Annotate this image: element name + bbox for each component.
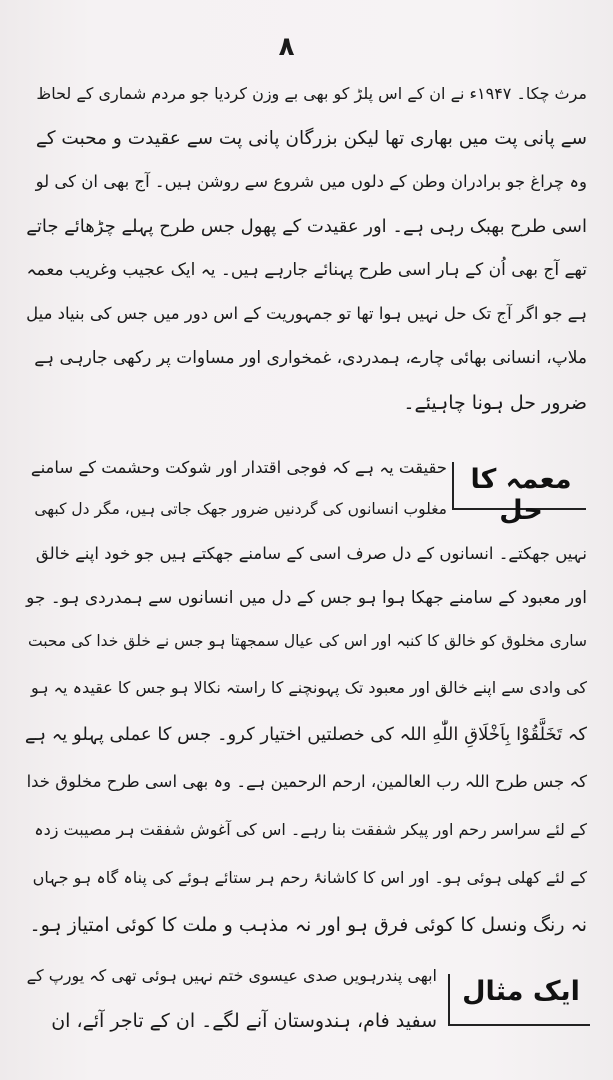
text-line: ملاپ، انسانی بھائی چارے، ہمدردی، غمخواری اور مساوات پر رکھی جارہی ہے (34, 348, 587, 368)
text-line: اسی طرح بھبک رہی ہے۔ اور عقیدت کے پھول جس طرح پہلے چڑھائے جاتے (26, 216, 587, 237)
text-line: کہ تَخَلَّقُوْا بِاَخْلَاقِ اللّٰهِ اللہ کی خصلتیں اختیار کرو۔ جس کا عملی پہلو یہ ہے (24, 724, 587, 745)
text-line: تھے آج بھی اُن کے ہار اسی طرح پہنائے جارہے ہیں۔ یہ ایک عجیب وغریب معمہ (26, 260, 587, 280)
heading-border-left (452, 462, 454, 510)
text-line: کے لئے سراسر رحم اور پیکر شفقت بنا رہے۔ اس کی آغوش شفقت ہر مصیبت زدہ (34, 820, 587, 839)
text-line: ابھی پندرہویں صدی عیسوی ختم نہیں ہوئی تھی کہ یورپ کے (26, 966, 437, 985)
text-line: مغلوب انسانوں کی گردنیں ضرور جھک جاتی ہیں، مگر دل کبھی (34, 500, 447, 518)
section-heading-label: ایک مثال (462, 976, 580, 1007)
heading-border-left (448, 974, 450, 1026)
text-line: نہیں جھکتے۔ انسانوں کے دل صرف اسی کے سامنے جھکتے ہیں جو خود اپنے خالق (35, 544, 587, 563)
text-line: نہ رنگ ونسل کا کوئی فرق ہو اور نہ مذہب و ملت کا کوئی امتیاز ہو۔ (29, 914, 587, 936)
heading-border-bottom (448, 1024, 590, 1026)
text-line: وہ چراغ جو برادران وطن کے دلوں میں شروع سے روشن ہیں۔ آج بھی ان کی لو (35, 172, 587, 191)
text-line: ساری مخلوق کو خالق کا کنبہ اور اس کی عیال سمجھتا ہو جس نے خلق خدا کی محبت (27, 632, 587, 650)
text-line: ہے جو اگر آج تک حل نہیں ہوا تھا تو جمہوریت کے اس دور میں جس کی بنیاد میل (26, 304, 587, 323)
page-number: ۸ (278, 32, 295, 62)
text-line: سفید فام، ہندوستان آنے لگے۔ ان کے تاجر آئے، ان (51, 1010, 437, 1032)
text-line: حقیقت یہ ہے کہ فوجی اقتدار اور شوکت وحشمت کے سامنے (30, 458, 447, 477)
text-line: مرث چکا۔ ۱۹۴۷ء نے ان کے اس پلڑ کو بھی بے وزن کردیا جو مردم شماری کے لحاظ (36, 84, 587, 103)
text-line: سے پانی پت میں بھاری تھا لیکن بزرگان پانی پت سے عقیدت و محبت کے (35, 128, 587, 149)
text-line: اور معبود کے سامنے جھکا ہوا ہو جس کے دل میں انسانوں سے ہمدردی ہو۔ جو (26, 588, 587, 608)
section-heading-label: معمہ کا حل (470, 464, 572, 526)
text-line: کہ جس طرح اللہ رب العالمین، ارحم الرحمین ہے۔ وہ بھی اسی طرح مخلوق خدا (26, 772, 587, 791)
section-heading-muamma-ka-hal (452, 456, 586, 526)
section-heading-ek-misal (448, 968, 590, 1026)
text-line: ضرور حل ہونا چاہیئے۔ (403, 392, 587, 414)
text-line: کی وادی سے اپنے خالق اور معبود تک پہونچنے کا راستہ نکالا ہو جس کا عقیدہ یہ ہو (30, 678, 587, 697)
text-line: کے لئے کھلی ہوئی ہو۔ اور اس کا کاشانۂ رحم ہر ستائے ہوئے کی پناہ گاہ ہو جہاں (32, 868, 587, 887)
